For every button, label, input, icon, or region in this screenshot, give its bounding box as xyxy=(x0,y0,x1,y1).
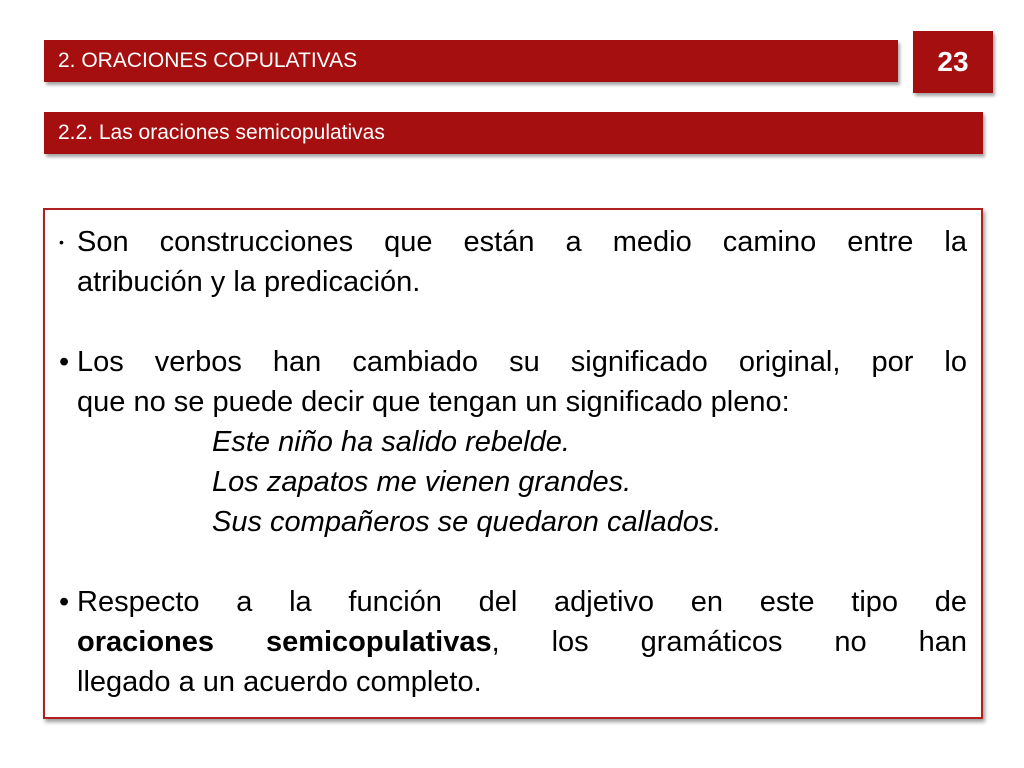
bullet-1-line-1: Son construcciones que están a medio camino entre la xyxy=(77,226,967,258)
bullet-3-line-2 xyxy=(77,622,967,662)
bullet-3-line-1: Respecto a la función del adjetivo en este tipo de xyxy=(77,586,967,618)
section-title: 2. ORACIONES COPULATIVAS xyxy=(58,49,358,72)
bullet-icon: • xyxy=(59,346,70,378)
bullet-2-line-1: Los verbos han cambiado su significado original, por lo xyxy=(77,346,967,378)
bullet-icon: • xyxy=(59,586,70,618)
content-box xyxy=(43,208,983,719)
bullet-item-2 xyxy=(59,342,967,542)
bullet-item-1 xyxy=(59,222,967,302)
bullet-item-3 xyxy=(59,582,967,702)
section-title-bar xyxy=(44,40,898,82)
bullet-icon: • xyxy=(59,234,64,250)
example-sentence-3: Sus compañeros se quedaron callados. xyxy=(212,506,722,538)
bold-term: oraciones semicopulativas xyxy=(77,626,492,658)
subsection-title-bar xyxy=(44,112,983,154)
subsection-title: 2.2. Las oraciones semicopulativas xyxy=(58,121,385,144)
bullet-3-line-2-rest: , los gramáticos no han xyxy=(491,626,967,658)
bullet-2-line-2: que no se puede decir que tengan un significado pleno: xyxy=(77,386,790,418)
page-number: 23 xyxy=(913,31,993,93)
example-sentence-2: Los zapatos me vienen grandes. xyxy=(212,466,632,498)
example-sentence-1: Este niño ha salido rebelde. xyxy=(212,426,570,458)
bullet-3-line-3: llegado a un acuerdo completo. xyxy=(77,666,482,698)
bullet-1-line-2: atribución y la predicación. xyxy=(77,266,421,298)
